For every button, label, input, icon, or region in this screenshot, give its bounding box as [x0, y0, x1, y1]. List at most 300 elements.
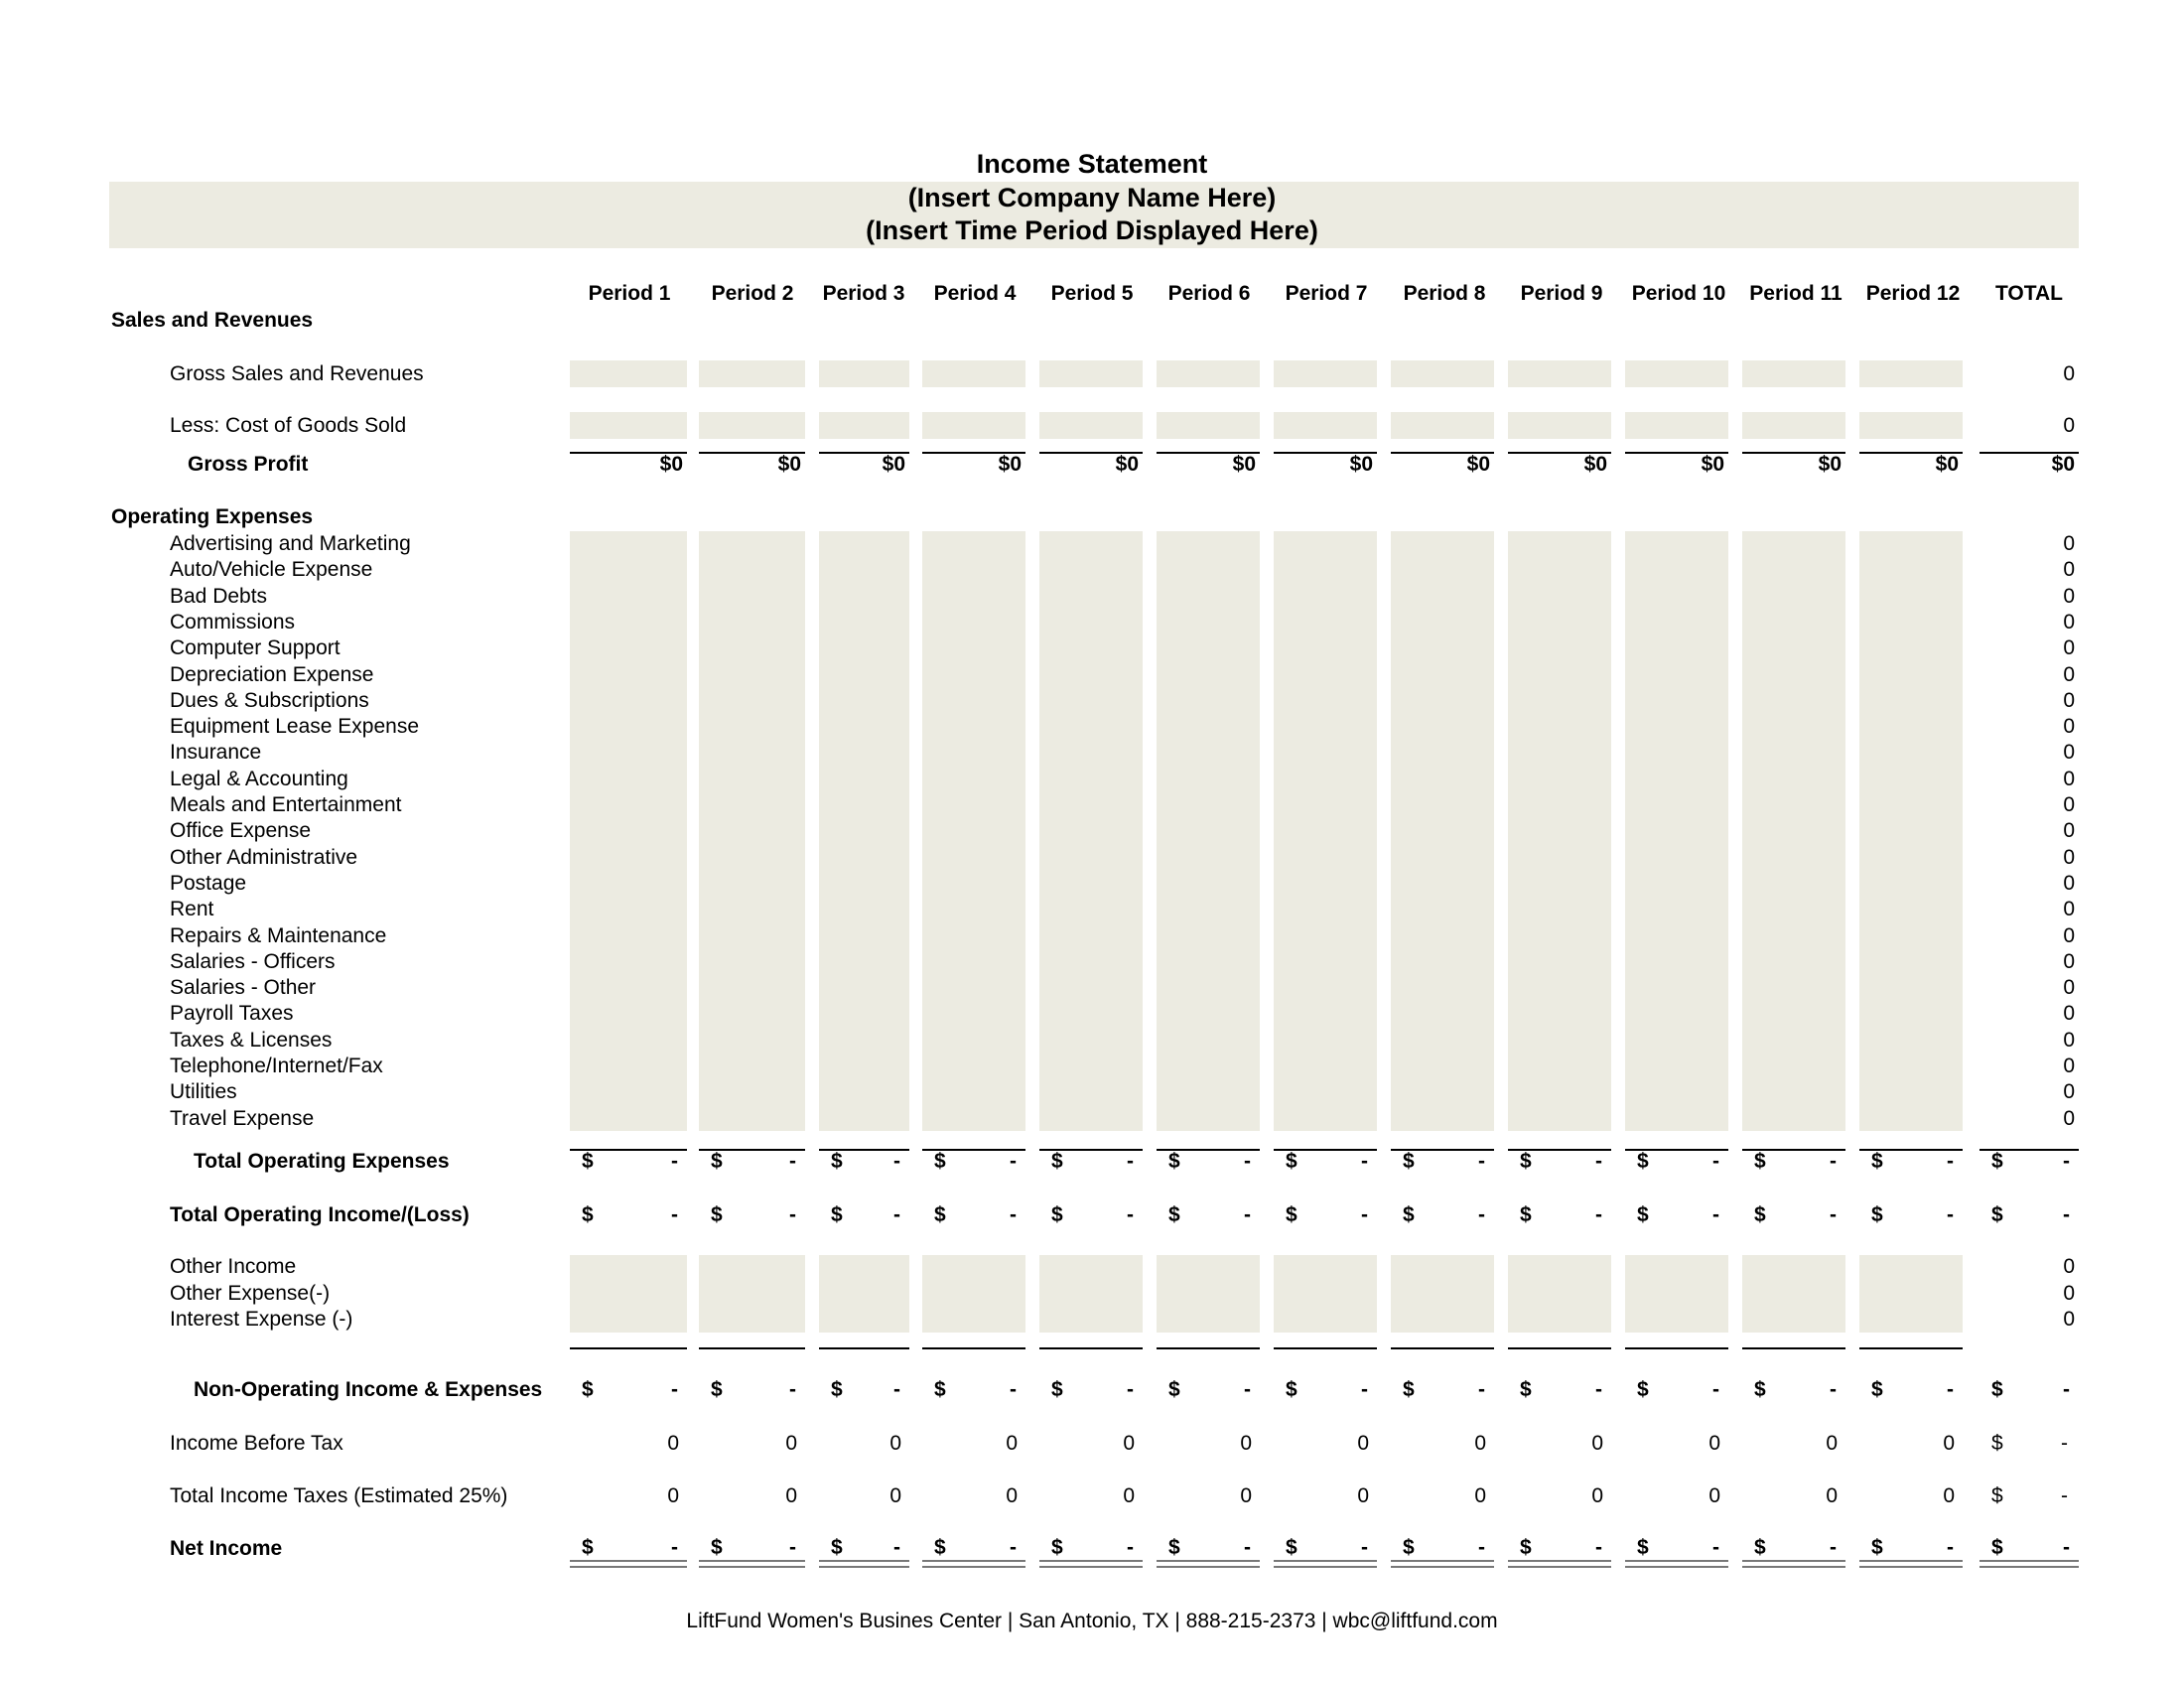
other-label: Other Income: [170, 1255, 297, 1278]
expense-label: Auto/Vehicle Expense: [170, 558, 373, 582]
dash-value: -: [2063, 1536, 2070, 1559]
input-cell[interactable]: [1625, 360, 1728, 387]
expense-input-column[interactable]: [699, 531, 805, 1131]
other-input-column[interactable]: [1859, 1255, 1963, 1333]
currency-symbol: $: [1637, 1150, 1649, 1173]
other-input-column[interactable]: [922, 1255, 1025, 1333]
dash-value: -: [1010, 1378, 1017, 1401]
currency-symbol: $: [582, 1536, 594, 1559]
expense-label: Commissions: [170, 610, 296, 633]
currency-symbol: $: [1637, 1203, 1649, 1226]
expense-total: 0: [2063, 976, 2075, 1000]
dash-value: -: [893, 1150, 900, 1173]
row-label: Gross Sales and Revenues: [170, 362, 424, 385]
gross-profit-value: $0: [882, 453, 905, 476]
currency-symbol: $: [1871, 1536, 1883, 1559]
dash-value: -: [1595, 1378, 1602, 1401]
expense-input-column[interactable]: [1039, 531, 1143, 1131]
income-before-tax-value: 0: [1240, 1432, 1252, 1455]
other-underline: [1859, 1347, 1963, 1349]
net-income-double-underline: [1979, 1560, 2079, 1568]
currency-symbol: $: [1754, 1150, 1766, 1173]
expense-label: Rent: [170, 898, 214, 921]
input-cell[interactable]: [819, 360, 909, 387]
dash-value: -: [1712, 1378, 1719, 1401]
input-cell[interactable]: [922, 360, 1025, 387]
statement-title: Income Statement: [976, 149, 1208, 179]
dash-value: -: [1127, 1203, 1134, 1226]
dash-value: -: [1830, 1150, 1837, 1173]
net-income-double-underline: [1625, 1560, 1728, 1568]
other-underline: [570, 1347, 687, 1349]
dash-value: -: [789, 1378, 796, 1401]
expense-input-column[interactable]: [570, 531, 687, 1131]
dash-value: -: [1361, 1378, 1368, 1401]
expense-total: 0: [2063, 610, 2075, 633]
currency-symbol: $: [1520, 1378, 1532, 1401]
header-period-10: Period 10: [1631, 282, 1726, 305]
expense-total: 0: [2063, 767, 2075, 790]
currency-symbol: $: [1403, 1536, 1415, 1559]
expense-total: 0: [2063, 845, 2075, 869]
gross-profit-value: $0: [2051, 453, 2075, 476]
currency-symbol: $: [934, 1378, 946, 1401]
input-cell[interactable]: [1039, 412, 1143, 439]
other-input-column[interactable]: [819, 1255, 909, 1333]
income-taxes-value: 0: [889, 1484, 901, 1507]
dash-value: -: [671, 1150, 678, 1173]
currency-symbol: $: [1168, 1536, 1180, 1559]
expense-label: Office Expense: [170, 819, 312, 843]
currency-symbol: $: [934, 1203, 946, 1226]
header-period-8: Period 8: [1403, 282, 1486, 305]
other-label: Interest Expense (-): [170, 1308, 353, 1331]
gross-profit-value: $0: [1115, 453, 1139, 476]
section-sales-revenues: Sales and Revenues: [111, 309, 314, 332]
dash-value: -: [1595, 1203, 1602, 1226]
expense-input-column[interactable]: [1391, 531, 1494, 1131]
expense-label: Legal & Accounting: [170, 767, 348, 790]
expense-label: Dues & Subscriptions: [170, 688, 369, 712]
header-period-1: Period 1: [588, 282, 671, 305]
expense-input-column[interactable]: [1742, 531, 1845, 1131]
dash-value: -: [1244, 1150, 1251, 1173]
expense-label: Salaries - Other: [170, 976, 317, 1000]
expense-label: Other Administrative: [170, 845, 358, 869]
dash-value: -: [2063, 1378, 2070, 1401]
income-taxes-value: 0: [785, 1484, 797, 1507]
income-taxes-value: 0: [1943, 1484, 1955, 1507]
expense-label: Telephone/Internet/Fax: [170, 1055, 383, 1077]
other-underline: [1039, 1347, 1143, 1349]
currency-symbol: $: [1286, 1378, 1297, 1401]
other-input-column[interactable]: [1742, 1255, 1845, 1333]
net-income-double-underline: [1391, 1560, 1494, 1568]
dash-value: -: [789, 1203, 796, 1226]
dash-value: -: [671, 1536, 678, 1559]
input-cell[interactable]: [1274, 412, 1377, 439]
dash-value: -: [1595, 1150, 1602, 1173]
header-period-2: Period 2: [711, 282, 794, 305]
input-cell[interactable]: [1274, 360, 1377, 387]
company-name: (Insert Company Name Here): [907, 183, 1277, 212]
input-cell[interactable]: [699, 412, 805, 439]
time-period: (Insert Time Period Displayed Here): [866, 215, 1318, 245]
input-cell[interactable]: [1157, 360, 1260, 387]
gross-profit-value: $0: [1935, 453, 1959, 476]
currency-symbol: $: [1991, 1536, 2003, 1559]
income-before-tax-value: 0: [1708, 1432, 1720, 1455]
input-cell[interactable]: [1157, 412, 1260, 439]
gross-profit-value: $0: [1818, 453, 1842, 476]
header-period-6: Period 6: [1167, 282, 1251, 305]
dash-value: -: [1127, 1536, 1134, 1559]
currency-symbol: $: [1991, 1378, 2003, 1401]
expense-total: 0: [2063, 1106, 2075, 1130]
dash-value: -: [1830, 1536, 1837, 1559]
gross-profit-value: $0: [1701, 453, 1724, 476]
dash-value: -: [1361, 1203, 1368, 1226]
income-before-tax-value: 0: [889, 1432, 901, 1455]
income-before-tax-value: 0: [1591, 1432, 1603, 1455]
dash-value: -: [893, 1536, 900, 1559]
currency-symbol: $: [1871, 1378, 1883, 1401]
other-total: 0: [2063, 1308, 2075, 1331]
input-cell[interactable]: [1742, 412, 1845, 439]
gross-profit-label: Gross Profit: [188, 453, 309, 476]
dash-value: -: [1361, 1150, 1368, 1173]
dash-value: -: [1244, 1378, 1251, 1401]
header-period-7: Period 7: [1285, 282, 1368, 305]
other-input-column[interactable]: [1391, 1255, 1494, 1333]
currency-symbol: $: [711, 1536, 723, 1559]
currency-symbol: $: [831, 1536, 843, 1559]
dash-value: -: [789, 1536, 796, 1559]
currency-symbol: $: [1403, 1378, 1415, 1401]
input-cell[interactable]: [570, 360, 687, 387]
input-cell[interactable]: [1391, 412, 1494, 439]
dash-value: -: [1478, 1536, 1485, 1559]
dash-value: -: [789, 1150, 796, 1173]
expense-label: Repairs & Maintenance: [170, 923, 387, 947]
expense-total: 0: [2063, 636, 2075, 660]
dash-value: -: [1712, 1150, 1719, 1173]
currency-symbol: $: [1051, 1536, 1063, 1559]
other-label: Other Expense(-): [170, 1281, 331, 1305]
currency-symbol: $: [582, 1203, 594, 1226]
expense-total: 0: [2063, 532, 2075, 555]
currency-symbol: $: [1637, 1536, 1649, 1559]
dash-value: -: [1712, 1203, 1719, 1226]
currency-symbol: $: [1637, 1378, 1649, 1401]
net-income-double-underline: [1859, 1560, 1963, 1568]
dash-value: -: [1947, 1150, 1954, 1173]
other-total: 0: [2063, 1281, 2075, 1305]
other-total: 0: [2063, 1255, 2075, 1278]
net-income-double-underline: [570, 1560, 687, 1568]
expense-total: 0: [2063, 923, 2075, 947]
dash-value: -: [893, 1203, 900, 1226]
other-underline: [819, 1347, 909, 1349]
income-taxes-value: 0: [1474, 1484, 1486, 1507]
currency-symbol: $: [934, 1150, 946, 1173]
net-income-double-underline: [1039, 1560, 1143, 1568]
income-before-tax-value: 0: [667, 1432, 679, 1455]
dash-value: -: [1010, 1203, 1017, 1226]
income-taxes-value: 0: [1006, 1484, 1018, 1507]
expense-label: Utilities: [170, 1080, 237, 1104]
other-underline: [1625, 1347, 1728, 1349]
income-before-tax-value: 0: [1826, 1432, 1838, 1455]
expense-input-column[interactable]: [819, 531, 909, 1131]
expense-total: 0: [2063, 1080, 2075, 1104]
dash-value: -: [1830, 1203, 1837, 1226]
income-taxes-value: 0: [1826, 1484, 1838, 1507]
expense-label: Travel Expense: [170, 1106, 315, 1130]
currency-symbol: $: [1403, 1203, 1415, 1226]
gross-profit-value: $0: [777, 453, 801, 476]
header-period-4: Period 4: [933, 282, 1017, 305]
currency-symbol: $: [831, 1378, 843, 1401]
currency-symbol: $: [1286, 1203, 1297, 1226]
expense-label: Payroll Taxes: [170, 1002, 294, 1026]
expense-total: 0: [2063, 949, 2075, 973]
gross-profit-value: $0: [1466, 453, 1490, 476]
input-cell[interactable]: [819, 412, 909, 439]
currency-symbol: $: [1168, 1150, 1180, 1173]
expense-label: Depreciation Expense: [170, 662, 374, 686]
input-cell[interactable]: [1742, 360, 1845, 387]
dash-value: -: [2061, 1432, 2068, 1455]
income-before-tax-label: Income Before Tax: [170, 1432, 343, 1455]
dash-value: -: [671, 1203, 678, 1226]
expense-total: 0: [2063, 898, 2075, 921]
header-period-11: Period 11: [1749, 282, 1843, 305]
dash-value: -: [1127, 1378, 1134, 1401]
other-underline: [1157, 1347, 1260, 1349]
dash-value: -: [1244, 1203, 1251, 1226]
other-input-column[interactable]: [1625, 1255, 1728, 1333]
currency-symbol: $: [1403, 1150, 1415, 1173]
currency-symbol: $: [1520, 1150, 1532, 1173]
income-taxes-value: 0: [1591, 1484, 1603, 1507]
expense-total: 0: [2063, 688, 2075, 712]
income-taxes-value: 0: [1240, 1484, 1252, 1507]
expense-label: Computer Support: [170, 636, 341, 660]
input-cell[interactable]: [922, 412, 1025, 439]
header-period-5: Period 5: [1050, 282, 1134, 305]
expense-label: Salaries - Officers: [170, 949, 336, 973]
currency-symbol: $: [1168, 1378, 1180, 1401]
dash-value: -: [1361, 1536, 1368, 1559]
currency-symbol: $: [1991, 1484, 2003, 1507]
dash-value: -: [1478, 1203, 1485, 1226]
income-before-tax-value: 0: [1357, 1432, 1369, 1455]
net-income-double-underline: [699, 1560, 805, 1568]
currency-symbol: $: [831, 1150, 843, 1173]
row-label: Less: Cost of Goods Sold: [170, 414, 407, 437]
dash-value: -: [1244, 1536, 1251, 1559]
expense-input-column[interactable]: [1859, 531, 1963, 1131]
dash-value: -: [1010, 1536, 1017, 1559]
expense-total: 0: [2063, 741, 2075, 765]
expense-label: Taxes & Licenses: [170, 1028, 333, 1052]
total-operating-income-label: Total Operating Income/(Loss): [170, 1203, 470, 1226]
currency-symbol: $: [1520, 1203, 1532, 1226]
non-operating-label: Non-Operating Income & Expenses: [194, 1378, 543, 1401]
currency-symbol: $: [711, 1150, 723, 1173]
currency-symbol: $: [1991, 1203, 2003, 1226]
other-input-column[interactable]: [1508, 1255, 1611, 1333]
income-taxes-value: 0: [1123, 1484, 1135, 1507]
currency-symbol: $: [1991, 1432, 2003, 1455]
header-period-12: Period 12: [1865, 282, 1961, 305]
expense-total: 0: [2063, 662, 2075, 686]
input-cell[interactable]: [699, 360, 805, 387]
income-before-tax-value: 0: [1943, 1432, 1955, 1455]
currency-symbol: $: [1286, 1536, 1297, 1559]
dash-value: -: [671, 1378, 678, 1401]
dash-value: -: [1478, 1378, 1485, 1401]
income-taxes-label: Total Income Taxes (Estimated 25%): [170, 1484, 508, 1507]
footer-contact: LiftFund Women's Busines Center | San Antonio, TX | 888-215-2373 | wbc@liftfund.com: [686, 1610, 1498, 1632]
other-input-column[interactable]: [1157, 1255, 1260, 1333]
gross-profit-value: $0: [998, 453, 1022, 476]
dash-value: -: [893, 1378, 900, 1401]
currency-symbol: $: [582, 1150, 594, 1173]
expense-total: 0: [2063, 819, 2075, 843]
input-cell[interactable]: [1508, 412, 1611, 439]
other-underline: [1274, 1347, 1377, 1349]
gross-profit-value: $0: [1349, 453, 1373, 476]
other-underline: [1508, 1347, 1611, 1349]
expense-input-column[interactable]: [1274, 531, 1377, 1131]
expense-total: 0: [2063, 1055, 2075, 1077]
expense-total: 0: [2063, 793, 2075, 816]
net-income-double-underline: [1157, 1560, 1260, 1568]
currency-symbol: $: [831, 1203, 843, 1226]
expense-total: 0: [2063, 558, 2075, 582]
expense-total: 0: [2063, 1002, 2075, 1026]
currency-symbol: $: [1871, 1203, 1883, 1226]
income-taxes-value: 0: [1708, 1484, 1720, 1507]
other-underline: [1742, 1347, 1845, 1349]
currency-symbol: $: [582, 1378, 594, 1401]
other-underline: [922, 1347, 1025, 1349]
expense-input-column[interactable]: [922, 531, 1025, 1131]
net-income-double-underline: [922, 1560, 1025, 1568]
net-income-double-underline: [1742, 1560, 1845, 1568]
dash-value: -: [2061, 1484, 2068, 1507]
currency-symbol: $: [1051, 1203, 1063, 1226]
input-cell[interactable]: [570, 412, 687, 439]
dash-value: -: [1478, 1150, 1485, 1173]
expense-label: Insurance: [170, 741, 262, 765]
currency-symbol: $: [1051, 1378, 1063, 1401]
income-taxes-value: 0: [667, 1484, 679, 1507]
input-cell[interactable]: [1039, 360, 1143, 387]
expense-label: Meals and Entertainment: [170, 793, 402, 816]
expense-label: Advertising and Marketing: [170, 532, 411, 555]
currency-symbol: $: [1286, 1150, 1297, 1173]
income-before-tax-value: 0: [1006, 1432, 1018, 1455]
expense-label: Equipment Lease Expense: [170, 715, 420, 739]
dash-value: -: [1010, 1150, 1017, 1173]
dash-value: -: [1595, 1536, 1602, 1559]
expense-total: 0: [2063, 1028, 2075, 1052]
currency-symbol: $: [934, 1536, 946, 1559]
dash-value: -: [1712, 1536, 1719, 1559]
net-income-double-underline: [1508, 1560, 1611, 1568]
expense-total: 0: [2063, 715, 2075, 739]
expense-input-column[interactable]: [1625, 531, 1728, 1131]
currency-symbol: $: [1754, 1378, 1766, 1401]
gross-profit-value: $0: [1583, 453, 1607, 476]
input-cell[interactable]: [1508, 360, 1611, 387]
currency-symbol: $: [711, 1203, 723, 1226]
income-before-tax-value: 0: [1474, 1432, 1486, 1455]
currency-symbol: $: [1520, 1536, 1532, 1559]
net-income-double-underline: [1274, 1560, 1377, 1568]
dash-value: -: [1947, 1203, 1954, 1226]
currency-symbol: $: [1754, 1203, 1766, 1226]
dash-value: -: [2063, 1203, 2070, 1226]
input-cell[interactable]: [1625, 412, 1728, 439]
income-before-tax-value: 0: [1123, 1432, 1135, 1455]
income-before-tax-value: 0: [785, 1432, 797, 1455]
input-cell[interactable]: [1391, 360, 1494, 387]
other-input-column[interactable]: [570, 1255, 687, 1333]
input-cell[interactable]: [1859, 412, 1963, 439]
other-underline: [699, 1347, 805, 1349]
gross-profit-value: $0: [1232, 453, 1256, 476]
dash-value: -: [1830, 1378, 1837, 1401]
other-underline: [1391, 1347, 1494, 1349]
input-cell[interactable]: [1859, 360, 1963, 387]
dash-value: -: [1947, 1536, 1954, 1559]
expense-input-column[interactable]: [1508, 531, 1611, 1131]
currency-symbol: $: [1168, 1203, 1180, 1226]
total-operating-expenses-label: Total Operating Expenses: [194, 1150, 450, 1173]
header-period-9: Period 9: [1520, 282, 1603, 305]
currency-symbol: $: [1871, 1150, 1883, 1173]
currency-symbol: $: [1991, 1150, 2003, 1173]
expense-label: Bad Debts: [170, 584, 268, 608]
expense-input-column[interactable]: [1157, 531, 1260, 1131]
net-income-double-underline: [819, 1560, 909, 1568]
dash-value: -: [2063, 1150, 2070, 1173]
currency-symbol: $: [1051, 1150, 1063, 1173]
header-total: TOTAL: [1994, 282, 2064, 305]
row-total: 0: [2063, 362, 2075, 385]
dash-value: -: [1947, 1378, 1954, 1401]
other-input-column[interactable]: [699, 1255, 805, 1333]
income-taxes-value: 0: [1357, 1484, 1369, 1507]
header-period-3: Period 3: [822, 282, 905, 305]
section-operating-expenses: Operating Expenses: [111, 505, 314, 528]
expense-total: 0: [2063, 871, 2075, 895]
dash-value: -: [1127, 1150, 1134, 1173]
currency-symbol: $: [711, 1378, 723, 1401]
other-input-column[interactable]: [1039, 1255, 1143, 1333]
expense-total: 0: [2063, 584, 2075, 608]
row-total: 0: [2063, 414, 2075, 437]
expense-label: Postage: [170, 871, 247, 895]
gross-profit-value: $0: [659, 453, 683, 476]
currency-symbol: $: [1754, 1536, 1766, 1559]
other-input-column[interactable]: [1274, 1255, 1377, 1333]
net-income-label: Net Income: [170, 1537, 283, 1560]
